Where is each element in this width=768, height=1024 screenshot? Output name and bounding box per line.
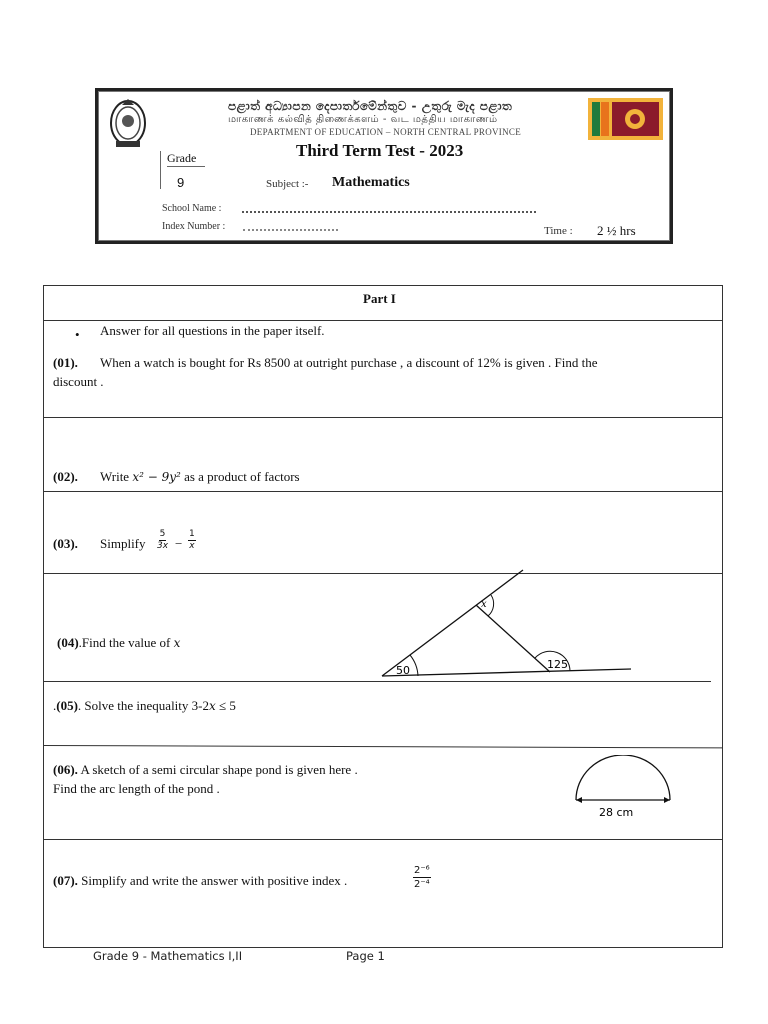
index-number-field[interactable] bbox=[243, 220, 338, 231]
q7-numerator: 2⁻⁶ bbox=[414, 865, 430, 876]
tamil-header-line: மாகாணக் கல்வித் திணைக்களம் - வட மத்திய மாகாணம் bbox=[228, 114, 498, 125]
emblem-icon bbox=[108, 97, 148, 151]
q7-fraction bbox=[413, 864, 431, 891]
department-line: DEPARTMENT OF EDUCATION – NORTH CENTRAL PROVINCE bbox=[250, 127, 521, 137]
q6-text bbox=[53, 762, 358, 778]
q4-question: .Find the value of bbox=[78, 635, 174, 650]
school-name-label: School Name : bbox=[162, 203, 222, 214]
angle-label-x: x bbox=[481, 599, 487, 610]
angle-label-125: 125 bbox=[547, 658, 568, 671]
q3-frac1-numerator: 5 bbox=[159, 529, 166, 539]
q7-number: (07). bbox=[53, 873, 78, 888]
diagram-line bbox=[382, 669, 631, 676]
q6-question: A sketch of a semi circular shape pond is given here . bbox=[77, 762, 358, 777]
time-value: 2 ½ hrs bbox=[597, 223, 636, 238]
q3-fraction-1 bbox=[157, 529, 168, 552]
q1-text-continued: discount . bbox=[53, 374, 104, 389]
q2-text bbox=[100, 469, 300, 485]
sinhala-header-line: පළාත් අධ්‍යාපන දෙපාර්තමේන්තුව - උතුරු මැද පළාත bbox=[228, 99, 513, 113]
grade-box bbox=[160, 151, 207, 189]
flag-icon bbox=[588, 98, 663, 140]
q6-semicircle-diagram bbox=[570, 755, 675, 821]
q4-variable: x bbox=[173, 636, 181, 650]
instruction-text: Answer for all questions in the paper itself. bbox=[100, 323, 325, 338]
q4-text bbox=[57, 635, 180, 651]
semicircle-arc bbox=[576, 755, 670, 800]
q2-text-before: Write bbox=[100, 469, 133, 484]
angle-arc bbox=[488, 595, 494, 616]
footer-left: Grade 9 - Mathematics I,II bbox=[93, 949, 243, 963]
diagram-line bbox=[476, 605, 550, 672]
index-number-label: Index Number : bbox=[162, 221, 226, 232]
q7-text bbox=[53, 873, 347, 889]
q5-variable: x bbox=[208, 699, 216, 713]
q4-number: (04) bbox=[57, 635, 79, 650]
q3-frac2-denominator: x bbox=[189, 541, 195, 551]
row-divider bbox=[43, 491, 723, 492]
q6-text-continued: Find the arc length of the pond . bbox=[53, 781, 220, 796]
part-title: Part I bbox=[363, 291, 396, 306]
row-divider bbox=[43, 417, 723, 418]
grade-value: 9 bbox=[177, 175, 185, 190]
q3-minus: − bbox=[175, 536, 183, 551]
q7-question: Simplify and write the answer with positive index . bbox=[77, 873, 348, 888]
q2-expression: x² − 9y² bbox=[132, 470, 181, 484]
arrow-left-icon bbox=[576, 797, 582, 803]
q1-text: When a watch is bought for Rs 8500 at outright purchase , a discount of 12% is given . Find the bbox=[100, 355, 598, 370]
row-divider bbox=[43, 839, 723, 840]
q5-text bbox=[53, 698, 236, 714]
footer-page-number: Page 1 bbox=[346, 949, 385, 963]
q5-rest: ≤ 5 bbox=[215, 698, 236, 713]
q1-number: (01). bbox=[53, 355, 78, 370]
q5-question: . Solve the inequality 3-2 bbox=[77, 698, 209, 713]
angle-arc bbox=[410, 655, 418, 676]
q7-denominator: 2⁻⁴ bbox=[414, 879, 430, 890]
subject-value: Mathematics bbox=[332, 175, 410, 190]
q3-frac1-denominator: 3x bbox=[157, 541, 169, 551]
q3-number: (03). bbox=[53, 536, 78, 551]
q2-number: (02). bbox=[53, 469, 78, 484]
q2-text-after: as a product of factors bbox=[180, 469, 300, 484]
grade-label: Grade bbox=[167, 151, 205, 167]
angle-label-50: 50 bbox=[396, 664, 410, 677]
test-title: Third Term Test - 2023 bbox=[296, 141, 464, 160]
q3-fraction-2 bbox=[188, 529, 196, 552]
q5-number: (05) bbox=[56, 698, 78, 713]
q5-prefix: . bbox=[53, 698, 57, 713]
q3-text: Simplify bbox=[100, 536, 146, 551]
q6-number: (06). bbox=[53, 762, 78, 777]
time-label: Time : bbox=[544, 225, 573, 237]
row-divider bbox=[43, 320, 723, 321]
q3-frac2-numerator: 1 bbox=[189, 529, 195, 539]
diagram-line bbox=[382, 570, 523, 676]
subject-label: Subject :- bbox=[266, 178, 309, 190]
school-name-field[interactable] bbox=[242, 202, 536, 213]
q4-angle-diagram bbox=[375, 565, 640, 683]
exam-header bbox=[95, 88, 673, 244]
arrow-right-icon bbox=[664, 797, 670, 803]
bullet-icon: • bbox=[75, 327, 80, 342]
diameter-label: 28 cm bbox=[599, 806, 634, 819]
